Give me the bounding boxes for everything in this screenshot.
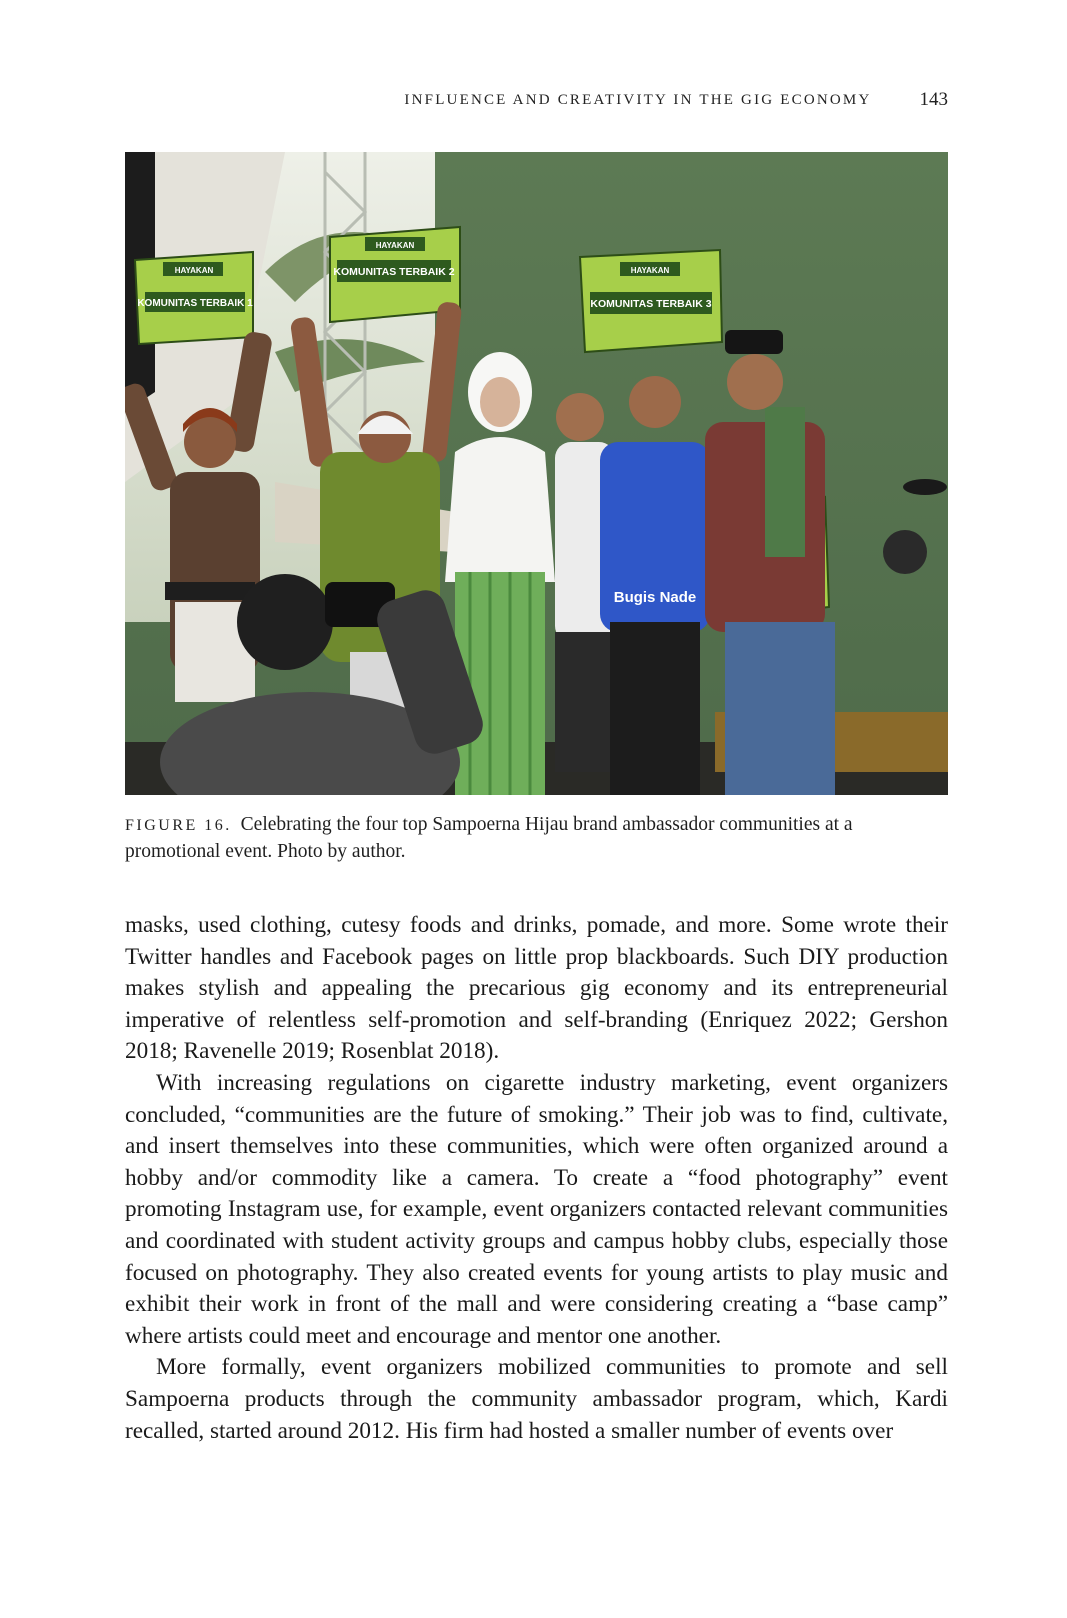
running-header (125, 88, 948, 112)
figure-photo (125, 152, 948, 795)
svg-text:KOMUNITAS TERBAIK 3: KOMUNITAS TERBAIK 3 (590, 298, 712, 310)
body-text (125, 910, 948, 1447)
stage-photo-illustration (125, 152, 948, 795)
svg-text:HAYAKAN: HAYAKAN (375, 241, 415, 250)
sign-1 (135, 252, 253, 344)
svg-text:KOMUNITAS TERBAIK 1: KOMUNITAS TERBAIK 1 (137, 298, 253, 309)
svg-text:Bugis Nade: Bugis Nade (613, 589, 697, 606)
svg-text:HAYAKAN: HAYAKAN (174, 266, 214, 275)
page-number: 143 (919, 89, 948, 110)
svg-text:HAYAKAN: HAYAKAN (630, 266, 670, 275)
running-head: INFLUENCE AND CREATIVITY IN THE GIG ECONOMY (404, 91, 872, 108)
figure-label: FIGURE 16. (125, 817, 232, 834)
paragraph-3: More formally, event organizers mobilized communities to promote and sell Sampoerna products through the community ambassador program, which, Kardi recalled, started around 2012. His firm had hosted a smaller number of events over (125, 1354, 948, 1444)
svg-text:KOMUNITAS TERBAIK 2: KOMUNITAS TERBAIK 2 (333, 266, 455, 278)
sign-3 (580, 250, 722, 352)
paragraph-2: With increasing regulations on cigarette industry marketing, event organizers concluded, “communities are the future of smoking.” Their job was to find, cultivate, and insert themselves into these communities, which were often organized around a hobby and/or commodity like a camera. To create a “food photography” event promoting Instagram use, for example, event organizers contacted relevant communities and coordinated with student activity groups and campus hobby clubs, especially those focused on photography. They also created events for young artists to play music and exhibit their work in front of the mall and were considering creating a “base camp” where artists could meet and encourage and mentor one another. (125, 1069, 948, 1349)
paragraph-1: masks, used clothing, cutesy foods and drinks, pomade, and more. Some wrote their Twitter handles and Facebook pages on little prop blackboards. Such DIY production makes stylish and appealing the precarious gig economy and its entrepreneurial imperative of relentless self-promotion and self-branding (Enriquez 2022; Gershon 2018; Ravenelle 2019; Rosenblat 2018). (125, 912, 948, 1065)
figure-caption (125, 812, 948, 865)
figure-caption-text: Celebrating the four top Sampoerna Hijau brand ambassador communities at a promotional event. Photo by author. (125, 814, 853, 862)
